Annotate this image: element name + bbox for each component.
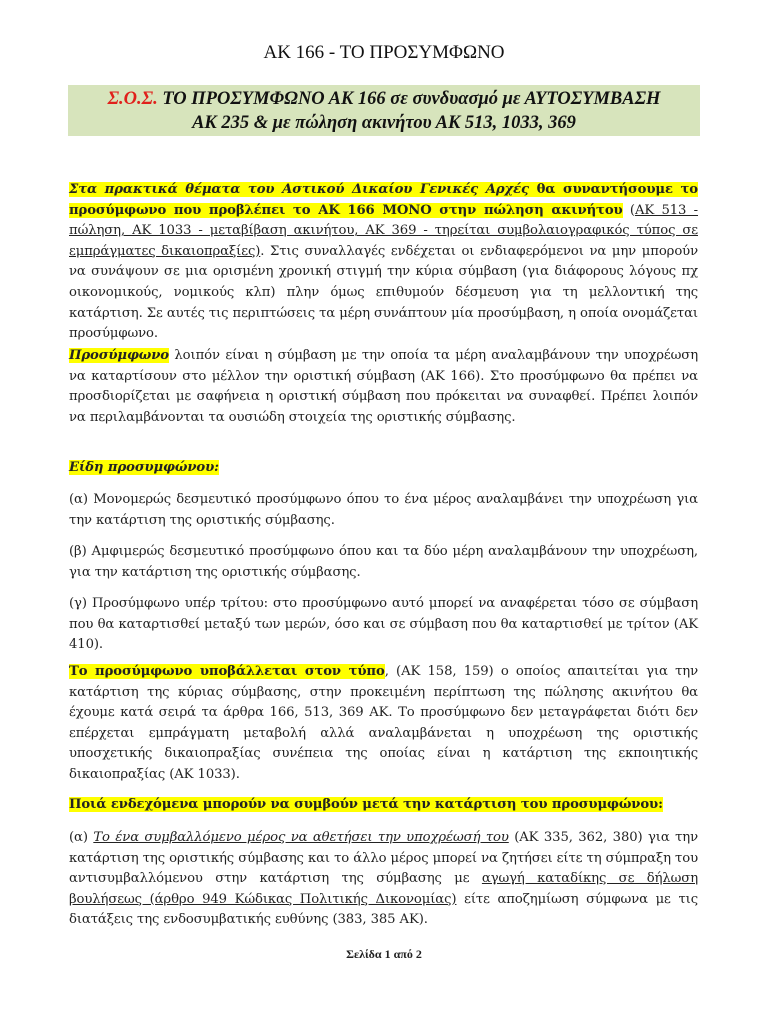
banner-text-1: ΤΟ ΠΡΟΣΥΜΦΩΝΟ ΑΚ 166 σε συνδυασμό με ΑΥΤΟΣΥΜΒΑΣΗ [157,89,661,109]
types-heading [69,458,698,479]
outcome-a-text-2: είτε αποζημίωση σύμφωνα με τις διατάξεις της ενδοσυμβατικής ευθύνης (383, 385 ΑΚ) [69,891,698,928]
outcomes-heading [69,795,698,816]
type-a: (α) Μονομερώς δεσμευτικό προσύμφωνο όπου το ένα μέρος αναλαμβάνει την υποχρέωση για την κατάρτιση της οριστικής σύμβασης. [69,492,698,528]
outcomes-heading-text: Ποιά ενδεχόμενα μπορούν να συμβούν μετά την κατάρτιση του προσυμφώνου: [69,797,663,812]
outcome-a-text-1: (ΑΚ 335, 362, 380) για την κατάρτιση της οριστικής σύμβασης και το άλλο μέρος μπορεί να ζητήσει είτε τη σύμπραξη του αντισυμβαλλόμενου στην κατάρτιση της σύμβασης με [69,830,698,887]
type-b: (β) Αμφιμερώς δεσμευτικό προσύμφωνο όπου και τα δύο μέρη αναλαμβάνουν την υποχρέωση, για την κατάρτιση της οριστικής σύμβασης. [69,544,698,580]
intro-highlight-1: Στα πρακτικά θέματα του Αστικού Δικαίου Γενικές Αρχές [69,182,529,197]
intro-text-2: . Στις συναλλαγές ενδέχεται οι ενδιαφερόμενοι να μην μπορούν να συνάψουν σε μια ορισμένη χρονική στιγμή την κύρια σύμβαση (για διάφορους λόγους πχ οικονομικούς, νομικούς κλπ) πλην όμως επιθυμούν δέσμευση για τη μελλοντική της κατάρτιση. Σε αυτές τις περιπτώσεις τα μέρη συνάπτουν μία προσύμβαση, η οποία ονομάζεται προσύμφωνο. [69,243,698,342]
outcome-a [69,828,698,931]
form-text: , (ΑΚ 158, 159) ο οποίος απαιτείται για την κατάρτιση της κύριας σύμβασης, στην προκειμένη περίπτωση της πώλησης ακινήτου θα έχουμε κατά σειρά τα άρθρα 166, 513, 369 ΑΚ. Το προσύμφωνο δεν μεταγράφεται διότι δεν επέρχεται εμπράγματη μεταβολή αλλά αναλαμβάνεται η υποχρέωση της οριστικής υποσχετικής δικαιοπραξίας συνέπεια της οποίας είναι η κατάρτιση της εκποιητικής δικαιοπραξίας (ΑΚ 1033). [69,664,698,782]
definition-highlight: Προσύμφωνο [69,348,169,363]
outcome-a-end: . [423,912,428,928]
outcome-a-prefix: (α) [69,830,94,845]
banner-line-1 [68,87,700,111]
page-footer: Σελίδα 1 από 2 [346,947,422,961]
types-heading-text: Είδη προσυμφώνου: [69,460,219,475]
paragraph-intro [69,180,698,345]
intro-highlight-2: θα συναντήσουμε το προσύμφωνο που προβλέπει το ΑΚ 166 ΜΟΝΟ στην πώληση ακινήτου [69,182,698,218]
banner-line-2: ΑΚ 235 & με πώληση ακινήτου ΑΚ 513, 1033, 369 [192,113,576,133]
outcome-a-underlined: αγωγή καταδίκης σε δήλωση βουλήσεως (άρθρο 949 Κώδικας Πολιτικής Δικονομίας) [69,871,698,907]
form-highlight: Το προσύμφωνο υποβάλλεται στον τύπο [69,664,385,679]
definition-text: λοιπόν είναι η σύμβαση με την οποία τα μέρη αναλαμβάνουν την υποχρέωση να καταρτίσουν στο μέλλον την οριστική σύμβαση (ΑΚ 166). Στο προσύμφωνο θα πρέπει να προσδιορίζεται με σαφήνεια η οριστική σύμβαση που πρόκειται να συναφθεί. Πρέπει λοιπόν να περιλαμβάνονται τα ουσιώδη στοιχεία της οριστικής σύμβασης. [69,348,698,425]
highlight-banner [68,85,700,136]
intro-underlined: ΑΚ 513 - πώληση, ΑΚ 1033 - μεταβίβαση ακινήτου, ΑΚ 369 - τηρείται συμβολαιογραφικός τύπος σε εμπράγματες δικαιοπραξίες) [69,202,699,259]
type-c: (γ) Προσύμφωνο υπέρ τρίτου: στο προσύμφωνο αυτό μπορεί να αναφέρεται τόσο σε σύμβαση που θα καταρτισθεί μεταξύ των μερών, όσο και σε σύμβαση που θα καταρτισθεί με τρίτον (ΑΚ 410). [69,596,698,653]
intro-text-1: ( [622,202,635,218]
paragraph-definition [69,346,698,428]
page-title: ΑΚ 166 - ΤΟ ΠΡΟΣΥΜΦΩΝΟ [263,42,505,63]
paragraph-form [69,662,698,786]
outcome-a-emphasis: Το ένα συμβαλλόμενο μέρος να αθετήσει την υποχρέωσή του [93,830,509,845]
sos-label: Σ.Ο.Σ. [107,89,158,109]
